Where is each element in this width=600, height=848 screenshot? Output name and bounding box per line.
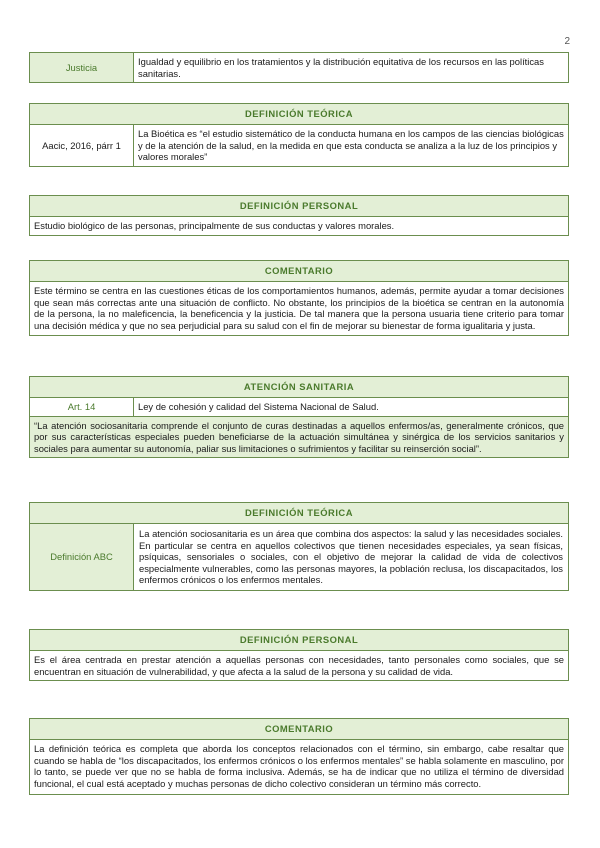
- bioetica-def-teorica-source: Aacic, 2016, párr 1: [30, 125, 134, 167]
- atencion-quote: “La atención sociosanitaria comprende el conjunto de curas destinadas a aquellos enfermos/as, generalmente crónicos, que por sus características especiales pueden beneficiarse de la actuación simultánea y sinérgica de los servicios sanitarios y sociales para aumentar su autonomía, paliar sus limitaciones o sufrimientos y facilitar su reinserción social”.: [30, 416, 569, 458]
- atencion-def-teorica-table: [29, 502, 569, 591]
- atencion-def-personal-text: Es el área centrada en prestar atención a aquellas personas con necesidades, tanto personales como sociales, que se encuentran en situación de vulnerabilidad, y que afecta a la salud de la persona y su calidad de vida.: [30, 651, 569, 681]
- page-number: 2: [564, 36, 570, 47]
- atencion-article-text: Ley de cohesión y calidad del Sistema Nacional de Salud.: [134, 398, 569, 417]
- bioetica-comentario-text: Este término se centra en las cuestiones éticas de los comportamientos humanos, además, permite ayudar a tomar decisiones que sean más correctas ante una situación de conflicto. No obstante, los principios de la bioética se centran en la autonomía de la persona, la no maleficencia, la beneficencia y la justicia. De tal manera que la persona usuaria tiene criterio para tomar una decisión médica y que no sea perjudicial para su salud con el fin de mejorar su bienestar de forma igualitaria y justa.: [30, 282, 569, 336]
- atencion-table: [29, 376, 569, 458]
- atencion-article-label: Art. 14: [30, 398, 134, 417]
- justicia-text: Igualdad y equilibrio en los tratamientos y la distribución equitativa de los recursos en las políticas sanitarias.: [134, 53, 569, 83]
- atencion-comentario-text: La definición teórica es completa que aborda los conceptos relacionados con el término, sin embargo, cabe resaltar que cuando se habla de “los discapacitados, los enfermos crónicos o los enfermos mentales” se habla solamente en masculino, por lo tanto, se puede ver que no se habla de forma inclusiva. Además, se ha de indicar que no utiliza el término de diversidad funcional, el cual está aceptado y muchas personas de dicho colectivo consideran un término más correcto.: [30, 740, 569, 795]
- atencion-def-teorica-header: DEFINICIÓN TEÓRICA: [30, 503, 569, 524]
- atencion-def-personal-header: DEFINICIÓN PERSONAL: [30, 630, 569, 651]
- atencion-def-teorica-text: La atención sociosanitaria es un área que combina dos aspectos: la salud y las necesidades sociales. En particular se centra en aquellos colectivos que tienen necesidades especiales, ya sean físicas, psíquicas, sensoriales o sociales, con el objetivo de mejorar la calidad de vida de colectivos especialmente vulnerables, como las personas mayores, la población reclusa, los discapacitados, los enfermos crónicos o los enfermos mentales.: [134, 524, 569, 591]
- bioetica-def-personal-table: [29, 195, 569, 236]
- atencion-comentario-table: [29, 718, 569, 795]
- bioetica-comentario-header: COMENTARIO: [30, 261, 569, 282]
- bioetica-def-personal-text: Estudio biológico de las personas, principalmente de sus conductas y valores morales.: [30, 217, 569, 236]
- atencion-def-teorica-source: Definición ABC: [30, 524, 134, 591]
- bioetica-def-teorica-table: [29, 103, 569, 167]
- justicia-table: [29, 52, 569, 83]
- bioetica-comentario-table: [29, 260, 569, 336]
- bioetica-def-teorica-text: La Bioética es “el estudio sistemático de la conducta humana en los campos de las ciencias biológicas y de la atención de la salud, en la medida en que esta conducta se analiza a la luz de los principios y valores morales”: [134, 125, 569, 167]
- bioetica-def-teorica-header: DEFINICIÓN TEÓRICA: [30, 104, 569, 125]
- atencion-def-personal-table: [29, 629, 569, 681]
- atencion-comentario-header: COMENTARIO: [30, 719, 569, 740]
- atencion-header: ATENCIÓN SANITARIA: [30, 377, 569, 398]
- bioetica-def-personal-header: DEFINICIÓN PERSONAL: [30, 196, 569, 217]
- justicia-label: Justicia: [30, 53, 134, 83]
